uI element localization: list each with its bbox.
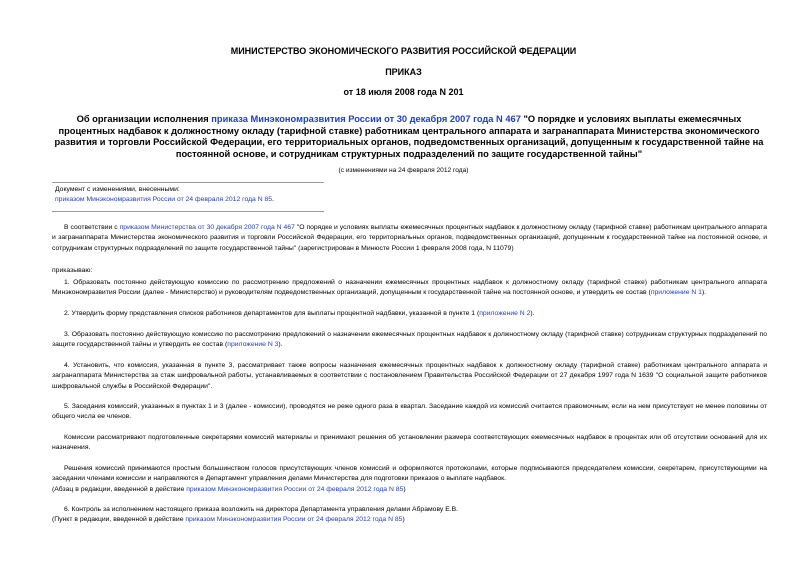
changes-box-bottom-rule <box>52 211 324 212</box>
appendix-1-link[interactable]: приложение N 1 <box>650 289 702 297</box>
item-6-text: 6. Контроль за исполнением настоящего приказа возложить на директора Департамента управления делами Абрамову Е.В. <box>64 506 459 513</box>
item-3-text-end: ). <box>278 341 283 349</box>
title-text-before: Об организации исполнения <box>76 114 212 124</box>
item-6-paragraph <box>52 505 767 526</box>
changes-note: (с изменениями на 24 февраля 2012 года) <box>338 167 469 174</box>
item-3-text: 3. Образовать постоянно действующую комиссию по рассмотрению предложений о назначении ежемесячных процентных надбавок к должностному окладу (тарифной ставке) сотрудникам структурных подразделений по защите государственной тайны и утвердить ее состав ( <box>52 331 767 349</box>
item-2-paragraph <box>52 309 767 319</box>
item-5-paragraph: 5. Заседания комиссий, указанных в пунктах 1 и 3 (далее - комиссии), проводятся не реже одного раза в квартал. Заседание каждой из комиссий считается правомочным, если на нем присутствует не менее половины от общего числа ее членов. <box>52 403 767 421</box>
item-3-paragraph <box>52 330 767 351</box>
item-5-amendment-note-before: (Абзац в редакции, введенной в действие <box>52 485 187 493</box>
changes-box <box>55 185 455 205</box>
document-date-number: от 18 июля 2008 года N 201 <box>343 87 464 97</box>
title-text-after: "О порядке и условиях выплаты ежемесячных процентных надбавок к должностному окладу (тарифной ставке) работникам центрального аппарата и загранаппарата Министерства экономического развития и торговли Российской Федерации, его территориальных органов, подведомственных организаций, допущенным к государственной тайне на постоянной основе, и сотрудникам структурных подразделений по защите государственной тайны" <box>54 114 764 159</box>
item-1-text-end: ). <box>701 289 707 297</box>
document-type: ПРИКАЗ <box>385 67 422 77</box>
item-4-paragraph: 4. Установить, что комиссия, указанная в пункте 3, рассматривает также вопросы назначения ежемесячных процентных надбавок к должностному окладу (тарифной ставке) работникам центрального аппарата и загранаппарата Министерства за стаж шифровальной работы, устанавливаемых в соответствии с постановлением Правительства Российской Федерации от 27 декабря 1997 года N 1639 "О социальной защите работников шифровальной службы в Российской Федерации". <box>52 362 767 390</box>
intro-paragraph <box>52 223 767 254</box>
intro-reference-link[interactable]: приказом Министерства от 30 декабря 2007 года N 467 <box>119 224 295 231</box>
changes-box-link-suffix: . <box>272 196 274 203</box>
ministry-name: МИНИСТЕРСТВО ЭКОНОМИЧЕСКОГО РАЗВИТИЯ РОССИЙСКОЙ ФЕДЕРАЦИИ <box>230 46 577 56</box>
item-5-amendment-link[interactable]: приказом Минэкономразвития России от 24 февраля 2012 года N 85 <box>186 485 404 493</box>
item-1-paragraph <box>52 278 767 299</box>
changes-box-reference <box>55 195 455 205</box>
appendix-2-link[interactable]: приложение N 2 <box>479 310 531 317</box>
item-5-third-text: Решения комиссий принимаются простым большинством голосов присутствующих членов комиссий и оформляются протоколами, которые подписываются председателем комиссии, секретарем, присутствующими на заседании членами комиссии и направляются в Департамент управления делами Министерства для подготовки приказов о выплате надбавок. <box>52 465 767 483</box>
changes-box-link[interactable]: приказом Минэкономразвития России от 24 февраля 2012 года N 85 <box>55 196 273 203</box>
item-2-text: 2. Утвердить форму представления списков работников департаментов для выплаты процентной надбавки, указанной в пункте 1 ( <box>64 310 480 317</box>
intro-text-after: "О порядке и условиях выплаты ежемесячных процентных надбавок к должностному окладу (тарифной ставке) работникам центрального аппарата и загранаппарата Министерства экономического развития и торговли Российской Федерации, его территориальных органов, подведомственных организаций, допущенным к государственной тайне на постоянной основе, и сотрудникам структурных подразделений по защите государственной тайны" (зарегистрирован в Минюсте России 1 февраля 2008 года, N 11079) <box>52 224 767 252</box>
item-5-third-paragraph <box>52 464 767 495</box>
order-word: приказываю: <box>52 267 93 274</box>
item-2-text-end: ). <box>530 310 535 317</box>
item-5-amendment-note-after: ) <box>403 485 406 493</box>
title-reference-link[interactable]: приказа Минэкономразвития России от 30 декабря 2007 года N 467 <box>211 114 521 124</box>
item-6-amendment-note-before: (Пункт в редакции, введенной в действие <box>52 516 186 524</box>
item-5-second-paragraph: Комиссии рассматривают подготовленные секретарями комиссий материалы и принимают решения об установлении размера соответствующих ежемесячных надбавок в процентах или об отсутствии оснований для их назначения. <box>52 434 767 452</box>
item-6-amendment-link[interactable]: приказом Минэкономразвития России от 24 февраля 2012 года N 85 <box>185 516 403 524</box>
item-1-text: 1. Образовать постоянно действующую комиссию по рассмотрению предложений о назначении ежемесячных процентных надбавок к должностному окладу (тарифной ставке) работникам центрального аппарата Минэкономразвития России (далее - Министерство) и руководителям подведомственных организаций, допущенным к государственной тайне на постоянной основе, и утвердить ее состав ( <box>52 279 767 297</box>
appendix-3-link[interactable]: приложение N 3 <box>227 341 279 349</box>
changes-box-heading: Документ с изменениями, внесенными: <box>55 186 180 193</box>
document-title <box>52 114 766 160</box>
intro-text-before: В соответствии с <box>64 224 120 231</box>
item-6-amendment-note-after: ) <box>402 516 405 524</box>
changes-box-top-rule <box>52 182 324 183</box>
